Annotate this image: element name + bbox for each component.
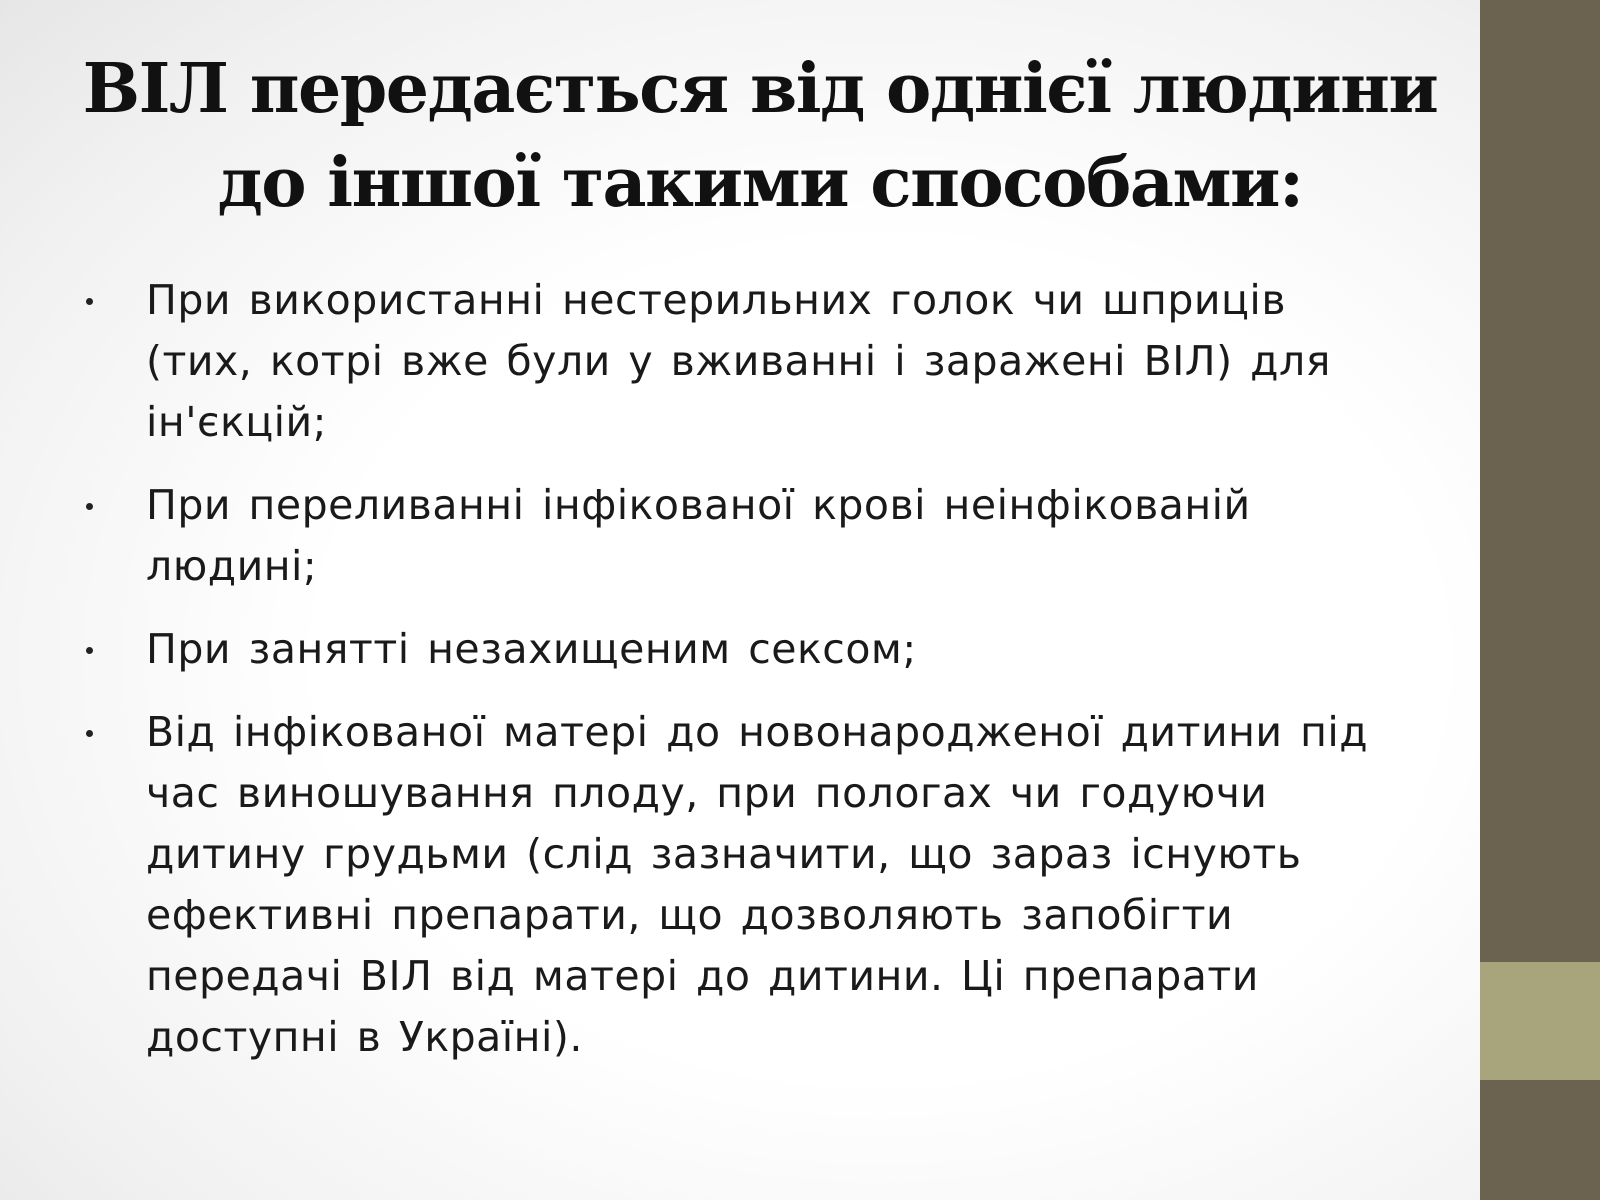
bullet-dot-icon xyxy=(86,298,93,305)
bullet-dot-icon xyxy=(86,503,93,510)
bullet-text: При використанні нестерильних голок чи шприців (тих, котрі вже були у вживанні і заражені ВІЛ) для ін'єкцій; xyxy=(146,276,1331,446)
bullet-item xyxy=(80,619,1400,680)
side-accent-block xyxy=(1480,962,1600,1080)
slide-title: ВІЛ передається від однієї людини до іншої такими способами: xyxy=(82,49,1438,223)
bullet-text: При переливанні інфікованої крові неінфікованій людині; xyxy=(146,481,1251,590)
bullet-item xyxy=(80,475,1400,597)
bullet-text: Від інфікованої матері до новонародженої дитини під час виношування плоду, при пологах чи годуючи дитину грудьми (слід зазначити, що зараз існують ефективні препарати, що дозволяють запобігти передачі ВІЛ від матері до дитини. Ці препарати доступні в Україні). xyxy=(146,708,1369,1061)
bullet-dot-icon xyxy=(86,730,93,737)
bullet-dot-icon xyxy=(86,647,93,654)
bullet-text: При занятті незахищеним сексом; xyxy=(146,625,917,673)
bullet-item xyxy=(80,702,1400,1068)
bullet-item xyxy=(80,270,1400,453)
bullet-list xyxy=(80,270,1400,1068)
